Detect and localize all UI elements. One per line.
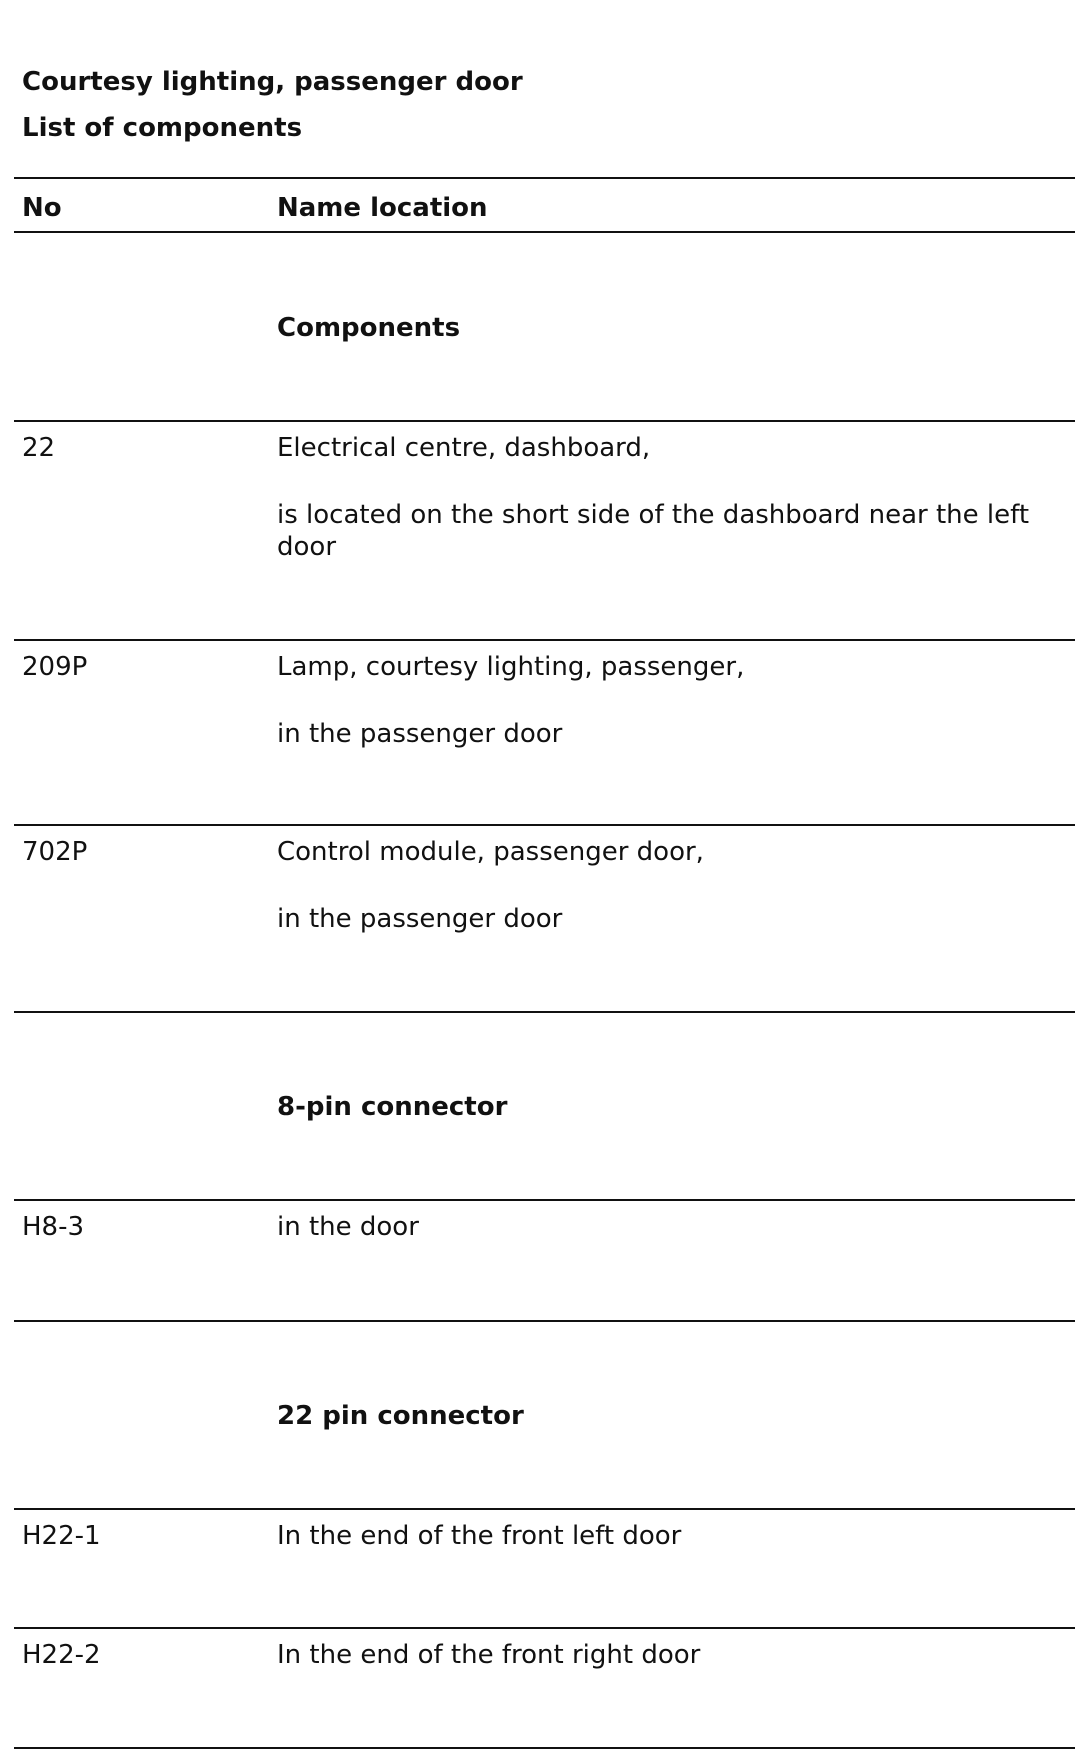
row-number: 209P <box>22 652 88 682</box>
row-rule <box>14 1320 1075 1322</box>
row-rule <box>14 1199 1075 1201</box>
header-top-rule <box>14 177 1075 179</box>
row-rule <box>14 639 1075 641</box>
row-location: in the passenger door <box>277 719 563 749</box>
row-location: is located on the short side of the dashboard near the left door <box>277 500 1030 562</box>
row-name: Control module, passenger door, <box>277 837 704 867</box>
row-location: in the passenger door <box>277 904 563 934</box>
row-number: H22-2 <box>22 1640 101 1670</box>
row-number: 702P <box>22 837 88 867</box>
row-rule <box>14 1508 1075 1510</box>
row-name: Lamp, courtesy lighting, passenger, <box>277 652 745 682</box>
row-name: In the end of the front left door <box>277 1521 682 1551</box>
column-header-name-location: Name location <box>277 193 488 223</box>
header-bottom-rule <box>14 231 1075 233</box>
document-subtitle: List of components <box>22 113 303 143</box>
section-heading-8-pin-connector: 8-pin connector <box>277 1092 508 1122</box>
row-rule <box>14 824 1075 826</box>
row-name: In the end of the front right door <box>277 1640 701 1670</box>
row-rule <box>14 1627 1075 1629</box>
column-header-no: No <box>22 193 62 223</box>
row-number: H8-3 <box>22 1212 85 1242</box>
row-number: 22 <box>22 433 56 463</box>
row-rule <box>14 1011 1075 1013</box>
document-title: Courtesy lighting, passenger door <box>22 67 523 97</box>
section-heading-22-pin-connector: 22 pin connector <box>277 1401 524 1431</box>
row-rule <box>14 1747 1075 1749</box>
row-rule <box>14 420 1075 422</box>
row-number: H22-1 <box>22 1521 101 1551</box>
row-name: in the door <box>277 1212 419 1242</box>
section-heading-components: Components <box>277 313 461 343</box>
row-name: Electrical centre, dashboard, <box>277 433 651 463</box>
